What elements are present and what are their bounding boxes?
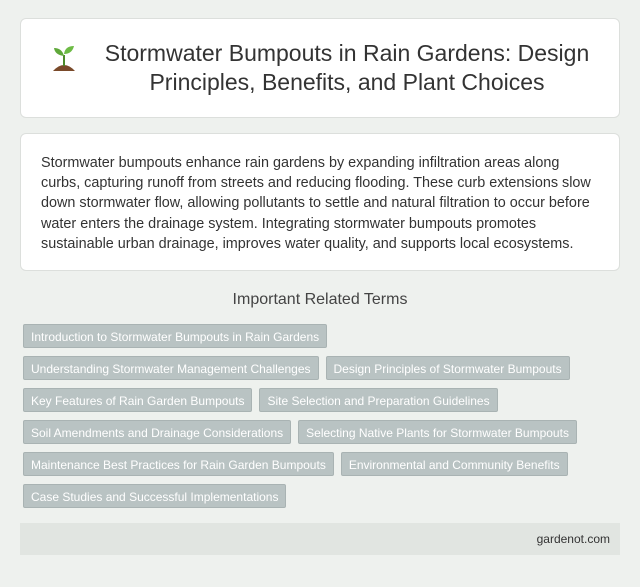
tag-management-challenges[interactable]: Understanding Stormwater Management Challenges — [23, 356, 319, 380]
title-card — [20, 18, 620, 118]
tag-row — [23, 484, 623, 508]
tag-key-features[interactable]: Key Features of Rain Garden Bumpouts — [23, 388, 252, 412]
tag-soil-amendments[interactable]: Soil Amendments and Drainage Considerations — [23, 420, 291, 444]
tag-case-studies[interactable]: Case Studies and Successful Implementations — [23, 484, 286, 508]
tag-native-plants[interactable]: Selecting Native Plants for Stormwater Bumpouts — [298, 420, 577, 444]
tag-maintenance[interactable]: Maintenance Best Practices for Rain Garden Bumpouts — [23, 452, 334, 476]
summary-card — [20, 133, 620, 271]
tag-introduction[interactable]: Introduction to Stormwater Bumpouts in Rain Gardens — [23, 324, 327, 348]
footer — [20, 523, 620, 555]
tag-row — [23, 452, 623, 476]
footer-site-link[interactable]: gardenot.com — [536, 532, 610, 546]
tag-environmental-benefits[interactable]: Environmental and Community Benefits — [341, 452, 568, 476]
tag-row — [23, 388, 623, 412]
related-terms-heading: Important Related Terms — [232, 291, 408, 308]
tag-row — [23, 420, 623, 444]
summary-text: Stormwater bumpouts enhance rain gardens by expanding infiltration areas along curbs, capturing runoff from streets and reducing flooding. These curb extensions slow down stormwater flow, allowing pollutants to settle and natural filtration to occur before water enters the drainage system. Integrating stormwater bumpouts promotes sustainable urban drainage, improves water quality, and supports local ecosystems. — [41, 155, 591, 252]
tag-row — [23, 356, 623, 380]
related-terms-list — [23, 324, 623, 516]
tag-row — [23, 324, 623, 348]
page-title: Stormwater Bumpouts in Rain Gardens: Design Principles, Benefits, and Plant Choices — [104, 40, 590, 95]
tag-design-principles[interactable]: Design Principles of Stormwater Bumpouts — [326, 356, 570, 380]
seedling-icon — [47, 41, 81, 75]
tag-site-selection[interactable]: Site Selection and Preparation Guidelines — [259, 388, 497, 412]
